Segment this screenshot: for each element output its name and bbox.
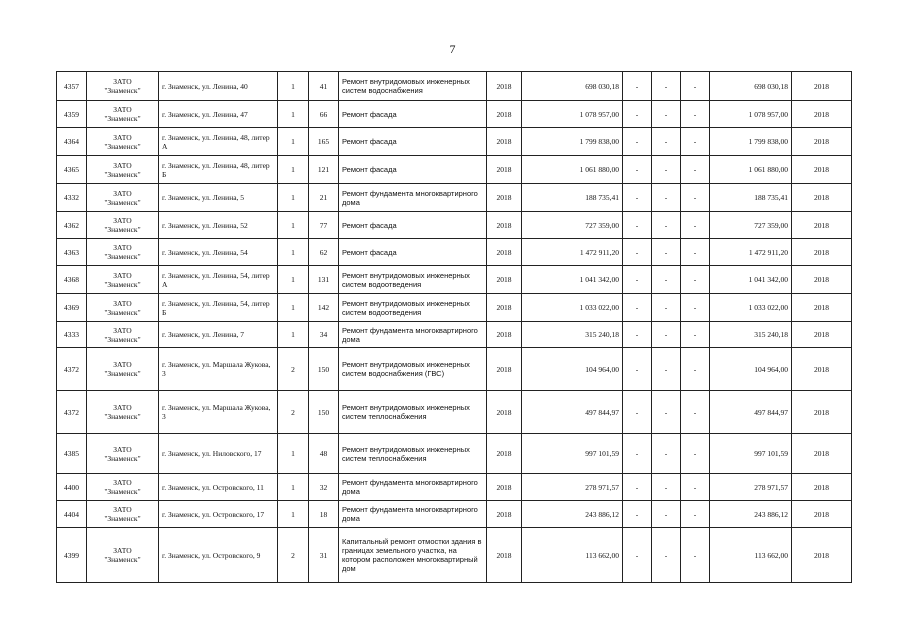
dash-1-cell: - [623,434,652,474]
cost-sum-cell: 104 964,00 [710,348,792,391]
year-2-cell: 2018 [792,156,852,184]
dash-2-cell: - [652,391,681,434]
dash-3-cell: - [681,391,710,434]
table-row [57,212,852,239]
dash-3-cell: - [681,156,710,184]
address-cell: г. Знаменск, ул. Ленина, 54 [159,239,278,266]
dash-1-cell: - [623,184,652,212]
dash-3-cell: - [681,212,710,239]
dash-1-cell: - [623,474,652,501]
municipality-line-1: ЗАТО [113,298,132,308]
dash-2-cell: - [652,266,681,294]
year-cell: 2018 [487,72,522,101]
dash-2-cell: - [652,348,681,391]
col-count-a-cell: 1 [278,128,309,156]
row-id-cell: 4359 [57,101,87,128]
cost-sum-cell: 1 472 911,20 [710,239,792,266]
dash-2-cell: - [652,474,681,501]
table-row [57,474,852,501]
row-id-cell: 4363 [57,239,87,266]
total-cost-cell: 1 799 838,00 [522,128,623,156]
address-cell: г. Знаменск, ул. Ленина, 40 [159,72,278,101]
table-row [57,434,852,474]
dash-2-cell: - [652,322,681,348]
address-cell: г. Знаменск, ул. Ленина, 48, литер А [159,128,278,156]
dash-1-cell: - [623,501,652,528]
municipality-line-2: "Знаменск" [104,114,141,123]
dash-3-cell: - [681,474,710,501]
dash-2-cell: - [652,101,681,128]
year-cell: 2018 [487,528,522,583]
dash-3-cell: - [681,101,710,128]
col-count-b-cell: 62 [309,239,339,266]
dash-2-cell: - [652,434,681,474]
dash-2-cell: - [652,128,681,156]
col-count-b-cell: 34 [309,322,339,348]
dash-1-cell: - [623,348,652,391]
dash-2-cell: - [652,239,681,266]
work-type-cell: Ремонт внутридомовых инженерных систем водоснабжения [339,72,487,101]
municipality-cell [87,184,159,212]
year-cell: 2018 [487,474,522,501]
dash-1-cell: - [623,156,652,184]
col-count-b-cell: 150 [309,348,339,391]
municipality-cell [87,101,159,128]
total-cost-cell: 698 030,18 [522,72,623,101]
work-type-cell: Ремонт внутридомовых инженерных систем водоснабжения (ГВС) [339,348,487,391]
col-count-a-cell: 1 [278,72,309,101]
col-count-a-cell: 1 [278,212,309,239]
work-type-cell: Ремонт внутридомовых инженерных систем водоотведения [339,294,487,322]
dash-1-cell: - [623,72,652,101]
municipality-line-2: "Знаменск" [104,197,141,207]
address-cell: г. Знаменск, ул. Островского, 17 [159,501,278,528]
address-cell: г. Знаменск, ул. Ленина, 7 [159,322,278,348]
total-cost-cell: 1 041 342,00 [522,266,623,294]
municipality-cell [87,266,159,294]
year-cell: 2018 [487,156,522,184]
work-type-cell: Ремонт фасада [339,156,487,184]
municipality-line-2: "Знаменск" [104,169,141,179]
col-count-b-cell: 150 [309,391,339,434]
col-count-a-cell: 2 [278,348,309,391]
table-row [57,156,852,184]
year-cell: 2018 [487,434,522,474]
table-row [57,266,852,294]
work-type-cell: Ремонт фасада [339,101,487,128]
address-cell: г. Знаменск, ул. Ленина, 54, литер А [159,266,278,294]
dash-1-cell: - [623,266,652,294]
row-id-cell: 4399 [57,528,87,583]
cost-sum-cell: 1 078 957,00 [710,101,792,128]
col-count-a-cell: 1 [278,294,309,322]
total-cost-cell: 1 472 911,20 [522,239,623,266]
address-cell: г. Знаменск, ул. Ленина, 54, литер Б [159,294,278,322]
dash-1-cell: - [623,212,652,239]
municipality-line-2: "Знаменск" [104,369,141,378]
year-cell: 2018 [487,322,522,348]
col-count-b-cell: 131 [309,266,339,294]
cost-sum-cell: 727 359,00 [710,212,792,239]
table-row [57,128,852,156]
col-count-b-cell: 32 [309,474,339,501]
address-cell: г. Знаменск, ул. Островского, 11 [159,474,278,501]
municipality-line-2: "Знаменск" [104,412,141,421]
cost-sum-cell: 1 033 022,00 [710,294,792,322]
table-row [57,294,852,322]
col-count-a-cell: 1 [278,474,309,501]
table-row [57,184,852,212]
year-2-cell: 2018 [792,212,852,239]
municipality-line-2: "Знаменск" [104,252,141,261]
col-count-b-cell: 66 [309,101,339,128]
cost-sum-cell: 997 101,59 [710,434,792,474]
row-id-cell: 4404 [57,501,87,528]
dash-2-cell: - [652,184,681,212]
page-number: 7 [449,42,456,56]
col-count-a-cell: 1 [278,322,309,348]
dash-3-cell: - [681,528,710,583]
total-cost-cell: 1 061 880,00 [522,156,623,184]
municipality-line-1: ЗАТО [113,160,132,170]
row-id-cell: 4385 [57,434,87,474]
year-cell: 2018 [487,128,522,156]
col-count-b-cell: 21 [309,184,339,212]
total-cost-cell: 104 964,00 [522,348,623,391]
col-count-a-cell: 2 [278,391,309,434]
total-cost-cell: 315 240,18 [522,322,623,348]
year-2-cell: 2018 [792,72,852,101]
municipality-line-1: ЗАТО [113,478,132,487]
dash-1-cell: - [623,101,652,128]
year-cell: 2018 [487,212,522,239]
year-2-cell: 2018 [792,184,852,212]
dash-3-cell: - [681,434,710,474]
dash-2-cell: - [652,528,681,583]
dash-3-cell: - [681,266,710,294]
col-count-b-cell: 121 [309,156,339,184]
year-2-cell: 2018 [792,322,852,348]
cost-sum-cell: 698 030,18 [710,72,792,101]
municipality-cell [87,474,159,501]
address-cell: г. Знаменск, ул. Маршала Жукова, 3 [159,391,278,434]
repair-register-table [56,71,852,583]
year-2-cell: 2018 [792,528,852,583]
col-count-b-cell: 48 [309,434,339,474]
table-row [57,348,852,391]
work-type-cell: Ремонт внутридомовых инженерных систем теплоснабжения [339,391,487,434]
cost-sum-cell: 1 799 838,00 [710,128,792,156]
municipality-line-1: ЗАТО [113,505,132,514]
municipality-cell [87,434,159,474]
municipality-cell [87,128,159,156]
col-count-b-cell: 77 [309,212,339,239]
row-id-cell: 4368 [57,266,87,294]
year-2-cell: 2018 [792,348,852,391]
municipality-line-1: ЗАТО [113,270,132,280]
total-cost-cell: 997 101,59 [522,434,623,474]
dash-3-cell: - [681,294,710,322]
municipality-cell [87,72,159,101]
municipality-line-1: ЗАТО [113,77,132,86]
cost-sum-cell: 1 041 342,00 [710,266,792,294]
dash-1-cell: - [623,528,652,583]
year-cell: 2018 [487,239,522,266]
col-count-a-cell: 2 [278,528,309,583]
cost-sum-cell: 188 735,41 [710,184,792,212]
year-2-cell: 2018 [792,128,852,156]
cost-sum-cell: 278 971,57 [710,474,792,501]
row-id-cell: 4400 [57,474,87,501]
municipality-line-1: ЗАТО [113,403,132,412]
municipality-line-1: ЗАТО [113,325,132,335]
municipality-line-1: ЗАТО [113,243,132,252]
year-2-cell: 2018 [792,266,852,294]
municipality-cell [87,156,159,184]
total-cost-cell: 243 886,12 [522,501,623,528]
total-cost-cell: 1 078 957,00 [522,101,623,128]
dash-1-cell: - [623,128,652,156]
municipality-line-1: ЗАТО [113,132,132,142]
table-row [57,528,852,583]
work-type-cell: Капитальный ремонт отмостки здания в границах земельного участка, на котором расположен многоквартирный дом [339,528,487,583]
row-id-cell: 4364 [57,128,87,156]
address-cell: г. Знаменск, ул. Островского, 9 [159,528,278,583]
col-count-b-cell: 18 [309,501,339,528]
work-type-cell: Ремонт фасада [339,239,487,266]
municipality-line-2: "Знаменск" [104,487,141,496]
col-count-a-cell: 1 [278,184,309,212]
year-2-cell: 2018 [792,101,852,128]
table-row [57,322,852,348]
row-id-cell: 4332 [57,184,87,212]
work-type-cell: Ремонт внутридомовых инженерных систем теплоснабжения [339,434,487,474]
municipality-line-2: "Знаменск" [104,141,141,151]
year-2-cell: 2018 [792,239,852,266]
table-row [57,101,852,128]
cost-sum-cell: 1 061 880,00 [710,156,792,184]
municipality-cell [87,212,159,239]
dash-3-cell: - [681,501,710,528]
municipality-line-1: ЗАТО [113,188,132,198]
municipality-line-1: ЗАТО [113,105,132,114]
work-type-cell: Ремонт внутридомовых инженерных систем водоотведения [339,266,487,294]
col-count-a-cell: 1 [278,101,309,128]
year-cell: 2018 [487,184,522,212]
cost-sum-cell: 113 662,00 [710,528,792,583]
dash-2-cell: - [652,72,681,101]
table-row [57,239,852,266]
col-count-a-cell: 1 [278,239,309,266]
work-type-cell: Ремонт фасада [339,212,487,239]
row-id-cell: 4369 [57,294,87,322]
municipality-line-2: "Знаменск" [104,334,141,344]
municipality-cell [87,391,159,434]
dash-2-cell: - [652,212,681,239]
row-id-cell: 4372 [57,348,87,391]
row-id-cell: 4357 [57,72,87,101]
year-2-cell: 2018 [792,391,852,434]
municipality-cell [87,528,159,583]
dash-1-cell: - [623,239,652,266]
dash-3-cell: - [681,348,710,391]
dash-1-cell: - [623,322,652,348]
dash-2-cell: - [652,294,681,322]
total-cost-cell: 188 735,41 [522,184,623,212]
municipality-line-2: "Знаменск" [104,514,141,523]
municipality-line-2: "Знаменск" [104,555,141,564]
address-cell: г. Знаменск, ул. Маршала Жукова, 3 [159,348,278,391]
address-cell: г. Знаменск, ул. Ниловского, 17 [159,434,278,474]
col-count-a-cell: 1 [278,501,309,528]
dash-2-cell: - [652,501,681,528]
total-cost-cell: 278 971,57 [522,474,623,501]
table-row [57,72,852,101]
municipality-cell [87,348,159,391]
work-type-cell: Ремонт фундамента многоквартирного дома [339,474,487,501]
year-cell: 2018 [487,348,522,391]
municipality-cell [87,501,159,528]
municipality-cell [87,294,159,322]
year-2-cell: 2018 [792,434,852,474]
col-count-a-cell: 1 [278,266,309,294]
year-cell: 2018 [487,294,522,322]
dash-3-cell: - [681,184,710,212]
year-2-cell: 2018 [792,501,852,528]
municipality-cell [87,239,159,266]
year-cell: 2018 [487,266,522,294]
year-cell: 2018 [487,501,522,528]
work-type-cell: Ремонт фасада [339,128,487,156]
municipality-line-1: ЗАТО [113,546,132,555]
row-id-cell: 4372 [57,391,87,434]
col-count-b-cell: 165 [309,128,339,156]
address-cell: г. Знаменск, ул. Ленина, 5 [159,184,278,212]
dash-1-cell: - [623,391,652,434]
municipality-line-2: "Знаменск" [104,279,141,289]
table-body [57,72,852,583]
dash-3-cell: - [681,322,710,348]
table-row [57,391,852,434]
dash-2-cell: - [652,156,681,184]
total-cost-cell: 497 844,97 [522,391,623,434]
table-row [57,501,852,528]
municipality-line-2: "Знаменск" [104,453,141,463]
col-count-a-cell: 1 [278,156,309,184]
year-cell: 2018 [487,391,522,434]
address-cell: г. Знаменск, ул. Ленина, 52 [159,212,278,239]
year-2-cell: 2018 [792,474,852,501]
row-id-cell: 4365 [57,156,87,184]
row-id-cell: 4333 [57,322,87,348]
cost-sum-cell: 497 844,97 [710,391,792,434]
total-cost-cell: 727 359,00 [522,212,623,239]
municipality-cell [87,322,159,348]
work-type-cell: Ремонт фундамента многоквартирного дома [339,184,487,212]
municipality-line-2: "Знаменск" [104,225,141,234]
municipality-line-1: ЗАТО [113,444,132,454]
dash-1-cell: - [623,294,652,322]
col-count-b-cell: 142 [309,294,339,322]
year-cell: 2018 [487,101,522,128]
municipality-line-2: "Знаменск" [104,86,141,95]
address-cell: г. Знаменск, ул. Ленина, 48, литер Б [159,156,278,184]
dash-3-cell: - [681,128,710,156]
work-type-cell: Ремонт фундамента многоквартирного дома [339,501,487,528]
municipality-line-1: ЗАТО [113,216,132,225]
col-count-b-cell: 41 [309,72,339,101]
dash-3-cell: - [681,72,710,101]
year-2-cell: 2018 [792,294,852,322]
address-cell: г. Знаменск, ул. Ленина, 47 [159,101,278,128]
row-id-cell: 4362 [57,212,87,239]
cost-sum-cell: 243 886,12 [710,501,792,528]
total-cost-cell: 1 033 022,00 [522,294,623,322]
municipality-line-2: "Знаменск" [104,307,141,317]
col-count-b-cell: 31 [309,528,339,583]
work-type-cell: Ремонт фундамента многоквартирного дома [339,322,487,348]
municipality-line-1: ЗАТО [113,360,132,369]
total-cost-cell: 113 662,00 [522,528,623,583]
dash-3-cell: - [681,239,710,266]
cost-sum-cell: 315 240,18 [710,322,792,348]
col-count-a-cell: 1 [278,434,309,474]
